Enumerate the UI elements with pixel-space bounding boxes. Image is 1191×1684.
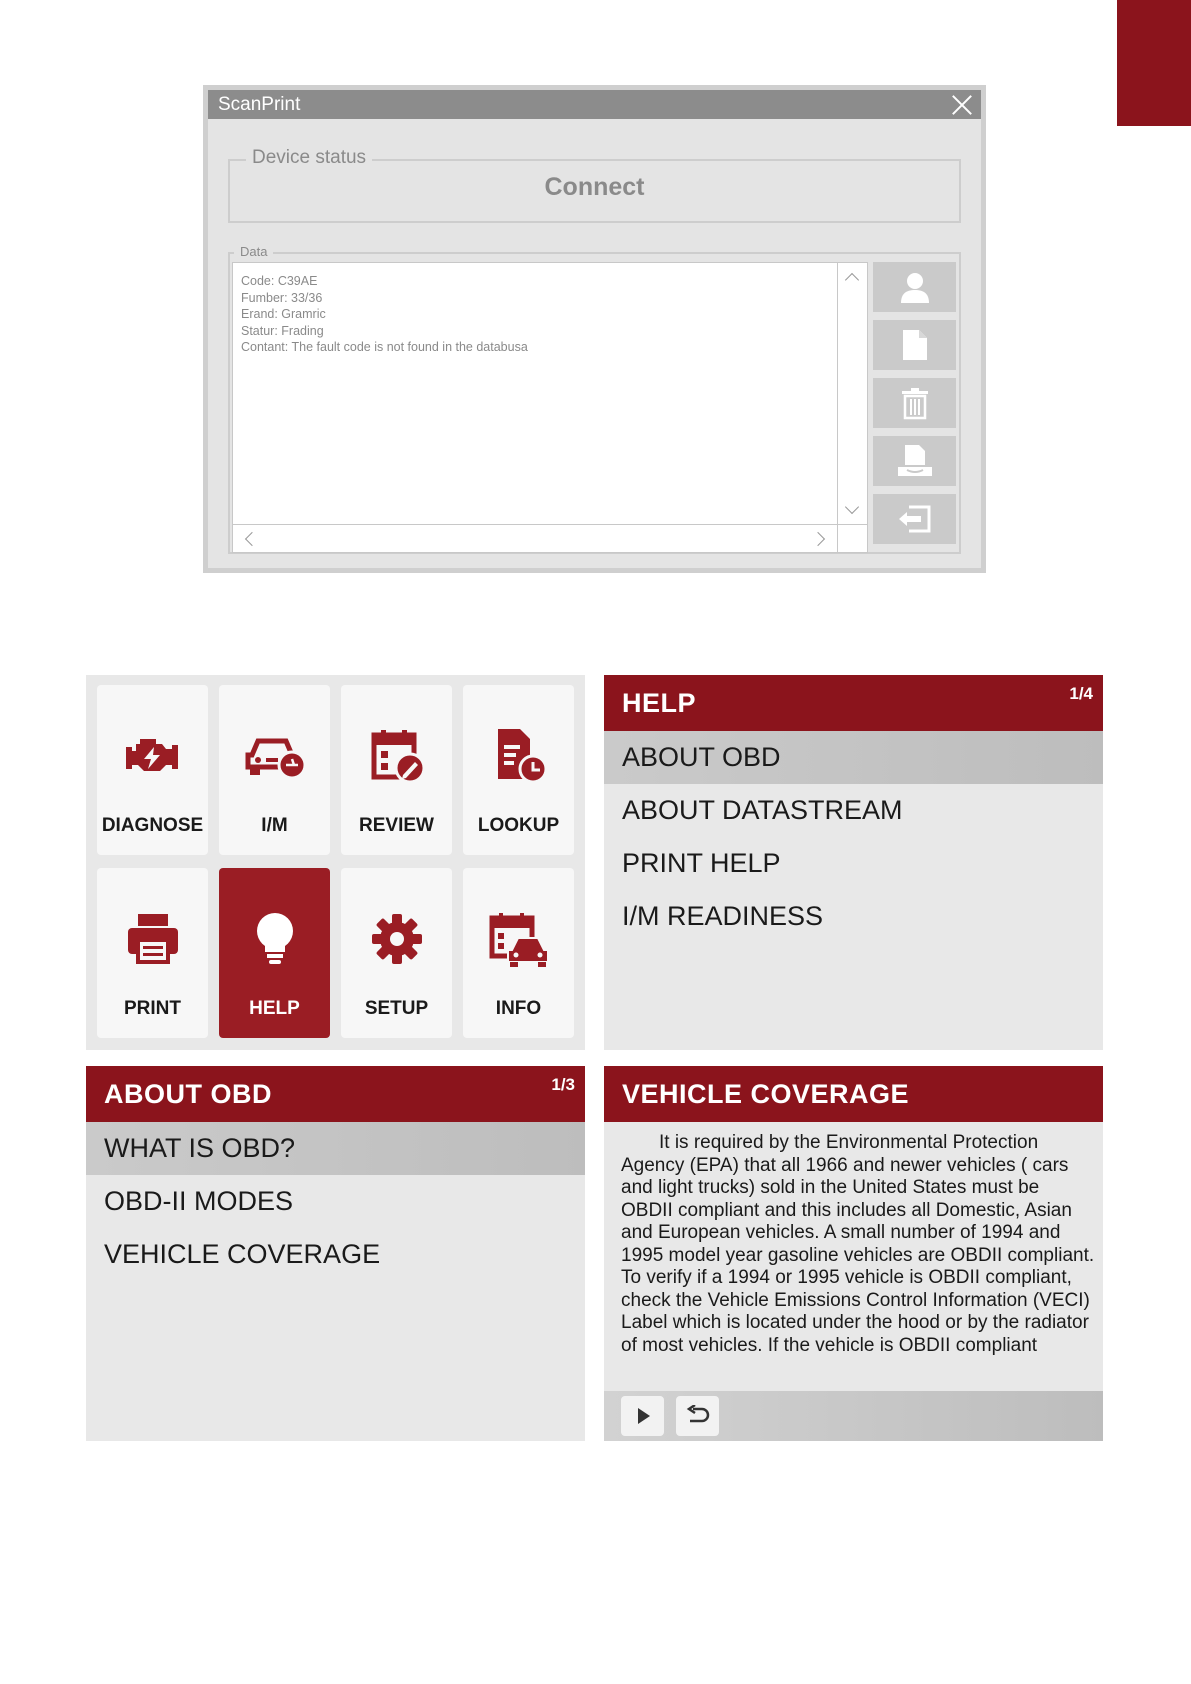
help-item-im-readiness[interactable]: I/M READINESS bbox=[622, 901, 824, 931]
document-button[interactable] bbox=[873, 320, 956, 370]
document-clock-icon bbox=[488, 725, 550, 787]
window-title: ScanPrint bbox=[218, 94, 301, 115]
coverage-header bbox=[604, 1066, 1103, 1122]
window-title-bar bbox=[208, 90, 981, 119]
help-header bbox=[604, 675, 1103, 731]
lightbulb-icon bbox=[244, 908, 306, 970]
tile-label: INFO bbox=[495, 998, 542, 1019]
tile-label: HELP bbox=[249, 998, 300, 1019]
data-group bbox=[228, 244, 961, 554]
play-icon bbox=[633, 1406, 653, 1426]
exit-icon bbox=[895, 501, 935, 537]
close-icon[interactable] bbox=[951, 94, 973, 116]
tile-lookup[interactable] bbox=[463, 685, 574, 855]
scanprint-window bbox=[203, 85, 986, 573]
tile-label: REVIEW bbox=[359, 815, 434, 836]
tile-setup[interactable] bbox=[341, 868, 452, 1038]
about-obd-list bbox=[86, 1122, 585, 1281]
side-toolbar bbox=[873, 262, 956, 552]
trash-icon bbox=[897, 385, 933, 421]
vertical-scrollbar[interactable] bbox=[838, 262, 868, 525]
about-item-vehicle-coverage[interactable]: VEHICLE COVERAGE bbox=[104, 1239, 381, 1269]
calendar-car-icon bbox=[488, 908, 550, 970]
coverage-title: VEHICLE COVERAGE bbox=[622, 1079, 910, 1109]
scroll-left-icon[interactable] bbox=[245, 532, 259, 546]
tile-label: PRINT bbox=[124, 998, 181, 1019]
horizontal-scrollbar[interactable] bbox=[232, 525, 838, 553]
scrollbar-corner bbox=[838, 525, 868, 553]
about-obd-title: ABOUT OBD bbox=[104, 1079, 272, 1109]
tile-im[interactable] bbox=[219, 685, 330, 855]
play-button[interactable] bbox=[621, 1396, 664, 1436]
tile-print[interactable] bbox=[97, 868, 208, 1038]
help-item-about-datastream[interactable]: ABOUT DATASTREAM bbox=[622, 795, 903, 825]
tile-label: I/M bbox=[261, 815, 288, 836]
print-button[interactable] bbox=[873, 436, 956, 486]
back-icon bbox=[685, 1405, 711, 1427]
help-panel bbox=[604, 675, 1103, 1050]
car-gauge-icon bbox=[244, 725, 306, 787]
help-item-print-help[interactable]: PRINT HELP bbox=[622, 848, 781, 878]
scroll-up-icon[interactable] bbox=[845, 273, 859, 287]
data-textarea[interactable] bbox=[232, 262, 838, 525]
main-menu-panel bbox=[86, 675, 585, 1050]
corner-tab bbox=[1117, 0, 1191, 126]
about-obd-panel bbox=[86, 1066, 585, 1441]
vehicle-coverage-panel bbox=[604, 1066, 1103, 1441]
tile-diagnose[interactable] bbox=[97, 685, 208, 855]
exit-button[interactable] bbox=[873, 494, 956, 544]
delete-button[interactable] bbox=[873, 378, 956, 428]
tile-label: LOOKUP bbox=[477, 815, 560, 836]
about-obd-page-indicator: 1/3 bbox=[551, 1075, 575, 1094]
scroll-right-icon[interactable] bbox=[811, 532, 825, 546]
help-page-indicator: 1/4 bbox=[1069, 684, 1093, 703]
help-title: HELP bbox=[622, 688, 697, 718]
user-icon bbox=[897, 269, 933, 305]
tile-label: SETUP bbox=[364, 998, 429, 1019]
print-icon bbox=[895, 443, 935, 479]
data-line: Erand: Gramric bbox=[241, 307, 326, 321]
data-line: Contant: The fault code is not found in the databusa bbox=[241, 340, 528, 354]
about-obd-header bbox=[86, 1066, 585, 1122]
data-line: Fumber: 33/36 bbox=[241, 290, 323, 305]
data-line: Code: C39AE bbox=[241, 274, 318, 288]
device-status-label: Device status bbox=[246, 147, 372, 169]
gear-icon bbox=[366, 908, 428, 970]
help-list bbox=[604, 731, 1103, 943]
calendar-edit-icon bbox=[366, 725, 428, 787]
tile-info[interactable] bbox=[463, 868, 574, 1038]
about-item-obd-ii-modes[interactable]: OBD-II MODES bbox=[104, 1186, 294, 1216]
help-item-about-obd[interactable]: ABOUT OBD bbox=[604, 731, 1103, 784]
printer-icon bbox=[122, 908, 184, 970]
document-icon bbox=[897, 327, 933, 363]
data-label: Data bbox=[234, 244, 273, 259]
back-button[interactable] bbox=[676, 1396, 719, 1436]
device-status-group bbox=[228, 147, 961, 223]
engine-icon bbox=[122, 725, 184, 787]
scroll-down-icon[interactable] bbox=[845, 500, 859, 514]
coverage-footer bbox=[604, 1391, 1103, 1441]
coverage-body-text: It is required by the Environmental Protection Agency (EPA) that all 1966 and newer vehicles ( cars and light trucks) sold in the United States must be OBDII compliant and this includes all Domestic, Asian and European vehicles. A small number of 1994 and 1995 model year gasoline vehicles are OBDII compliant. To verify if a 1994 or 1995 vehicle is OBDII compliant, check the Vehicle Emissions Control Information (VECI) Label which is located under the hood or by the radiator of most vehicles. If the vehicle is OBDII compliant bbox=[621, 1132, 1095, 1356]
tile-review[interactable] bbox=[341, 685, 452, 855]
about-item-what-is-obd[interactable]: WHAT IS OBD? bbox=[86, 1122, 585, 1175]
tile-label: DIAGNOSE bbox=[101, 815, 204, 836]
tile-help[interactable] bbox=[219, 868, 330, 1038]
user-button[interactable] bbox=[873, 262, 956, 312]
connect-button[interactable]: Connect bbox=[544, 173, 645, 201]
data-line: Statur: Frading bbox=[241, 323, 324, 338]
